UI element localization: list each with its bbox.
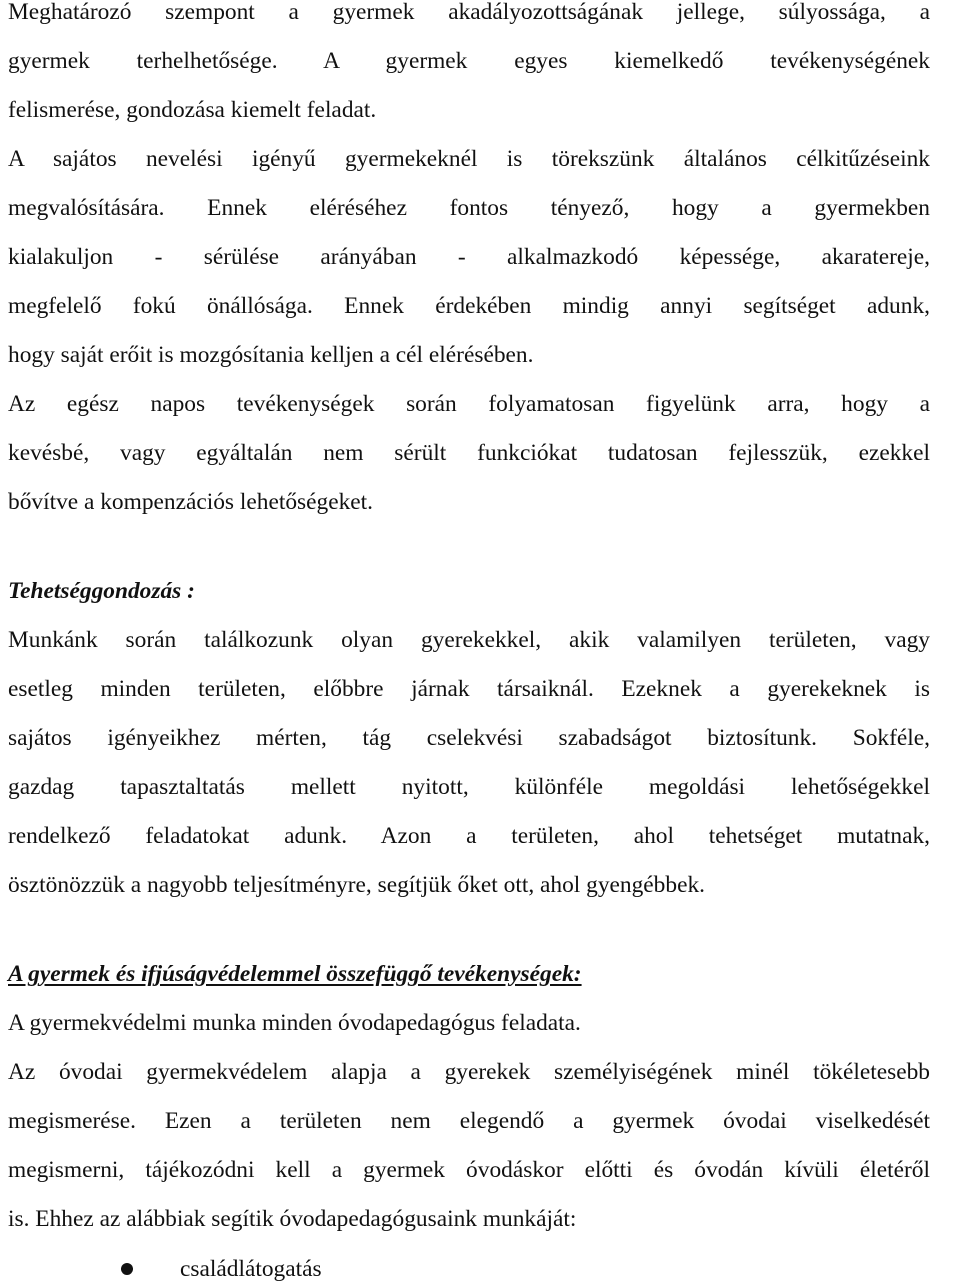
talent-line-3: sajátos igényeikhez mérten, tág cselekvési szabadságot biztosítunk. Sokféle, (8, 725, 930, 751)
child-protection-line-2: megismerése. Ezen a területen nem elegendő a gyermek óvodai viselkedését (8, 1108, 930, 1134)
list-item (8, 1254, 930, 1284)
child-protection-line-4: is. Ehhez az alábbiak segítik óvodapedagógusaink munkáját: (8, 1206, 577, 1232)
talent-line-4: gazdag tapasztaltatás mellett nyitott, különféle megoldási lehetőségekkel (8, 774, 930, 800)
paragraph-2-line-1: A sajátos nevelési igényű gyermekeknél is törekszünk általános célkitűzéseink (8, 146, 930, 172)
child-protection-line-1: Az óvodai gyermekvédelem alapja a gyerekek személyiségének minél tökéletesebb (8, 1059, 930, 1085)
child-protection-intro: A gyermekvédelmi munka minden óvodapedagógus feladata. (8, 1010, 581, 1036)
section-heading-child-protection-wrap (8, 959, 930, 989)
child-protection-line-3: megismerni, tájékozódni kell a gyermek óvodáskor előtti és óvodán kívüli életéről (8, 1157, 930, 1183)
bullet-icon (121, 1263, 133, 1275)
paragraph-3-line-3: bővítve a kompenzációs lehetőségeket. (8, 489, 374, 515)
paragraph-3-line-2: kevésbé, vagy egyáltalán nem sérült funkciókat tudatosan fejlesszük, ezekkel (8, 440, 930, 466)
paragraph-2-line-4: megfelelő fokú önállósága. Ennek érdekében mindig annyi segítséget adunk, (8, 293, 930, 319)
paragraph-2-line-2: megvalósítására. Ennek eléréséhez fontos tényező, hogy a gyermekben (8, 195, 930, 221)
section-heading-talent: Tehetséggondozás : (8, 578, 195, 604)
paragraph-2-line-3: kialakuljon - sérülése arányában - alkalmazkodó képessége, akaratereje, (8, 244, 930, 270)
paragraph-1-line-3: felismerése, gondozása kiemelt feladat. (8, 97, 377, 123)
paragraph-3-line-1: Az egész napos tevékenységek során folyamatosan figyelünk arra, hogy a (8, 391, 930, 417)
talent-line-6: ösztönözzük a nagyobb teljesítményre, segítjük őket ott, ahol gyengébbek. (8, 872, 705, 898)
talent-line-2: esetleg minden területen, előbbre járnak társaiknál. Ezeknek a gyerekeknek is (8, 676, 930, 702)
talent-line-5: rendelkező feladatokat adunk. Azon a területen, ahol tehetséget mutatnak, (8, 823, 930, 849)
paragraph-2-line-5: hogy saját erőit is mozgósítania kelljen a cél elérésében. (8, 342, 534, 368)
paragraph-1-line-2: gyermek terhelhetősége. A gyermek egyes kiemelkedő tevékenységének (8, 48, 930, 74)
talent-line-1: Munkánk során találkozunk olyan gyerekekkel, akik valamilyen területen, vagy (8, 627, 930, 653)
section-heading-child-protection: A gyermek és ifjúságvédelemmel összefüggő tevékenységek: (8, 961, 582, 987)
list-item-text: családlátogatás (180, 1256, 322, 1282)
paragraph-1-line-1: Meghatározó szempont a gyermek akadályozottságának jellege, súlyossága, a (8, 0, 930, 25)
